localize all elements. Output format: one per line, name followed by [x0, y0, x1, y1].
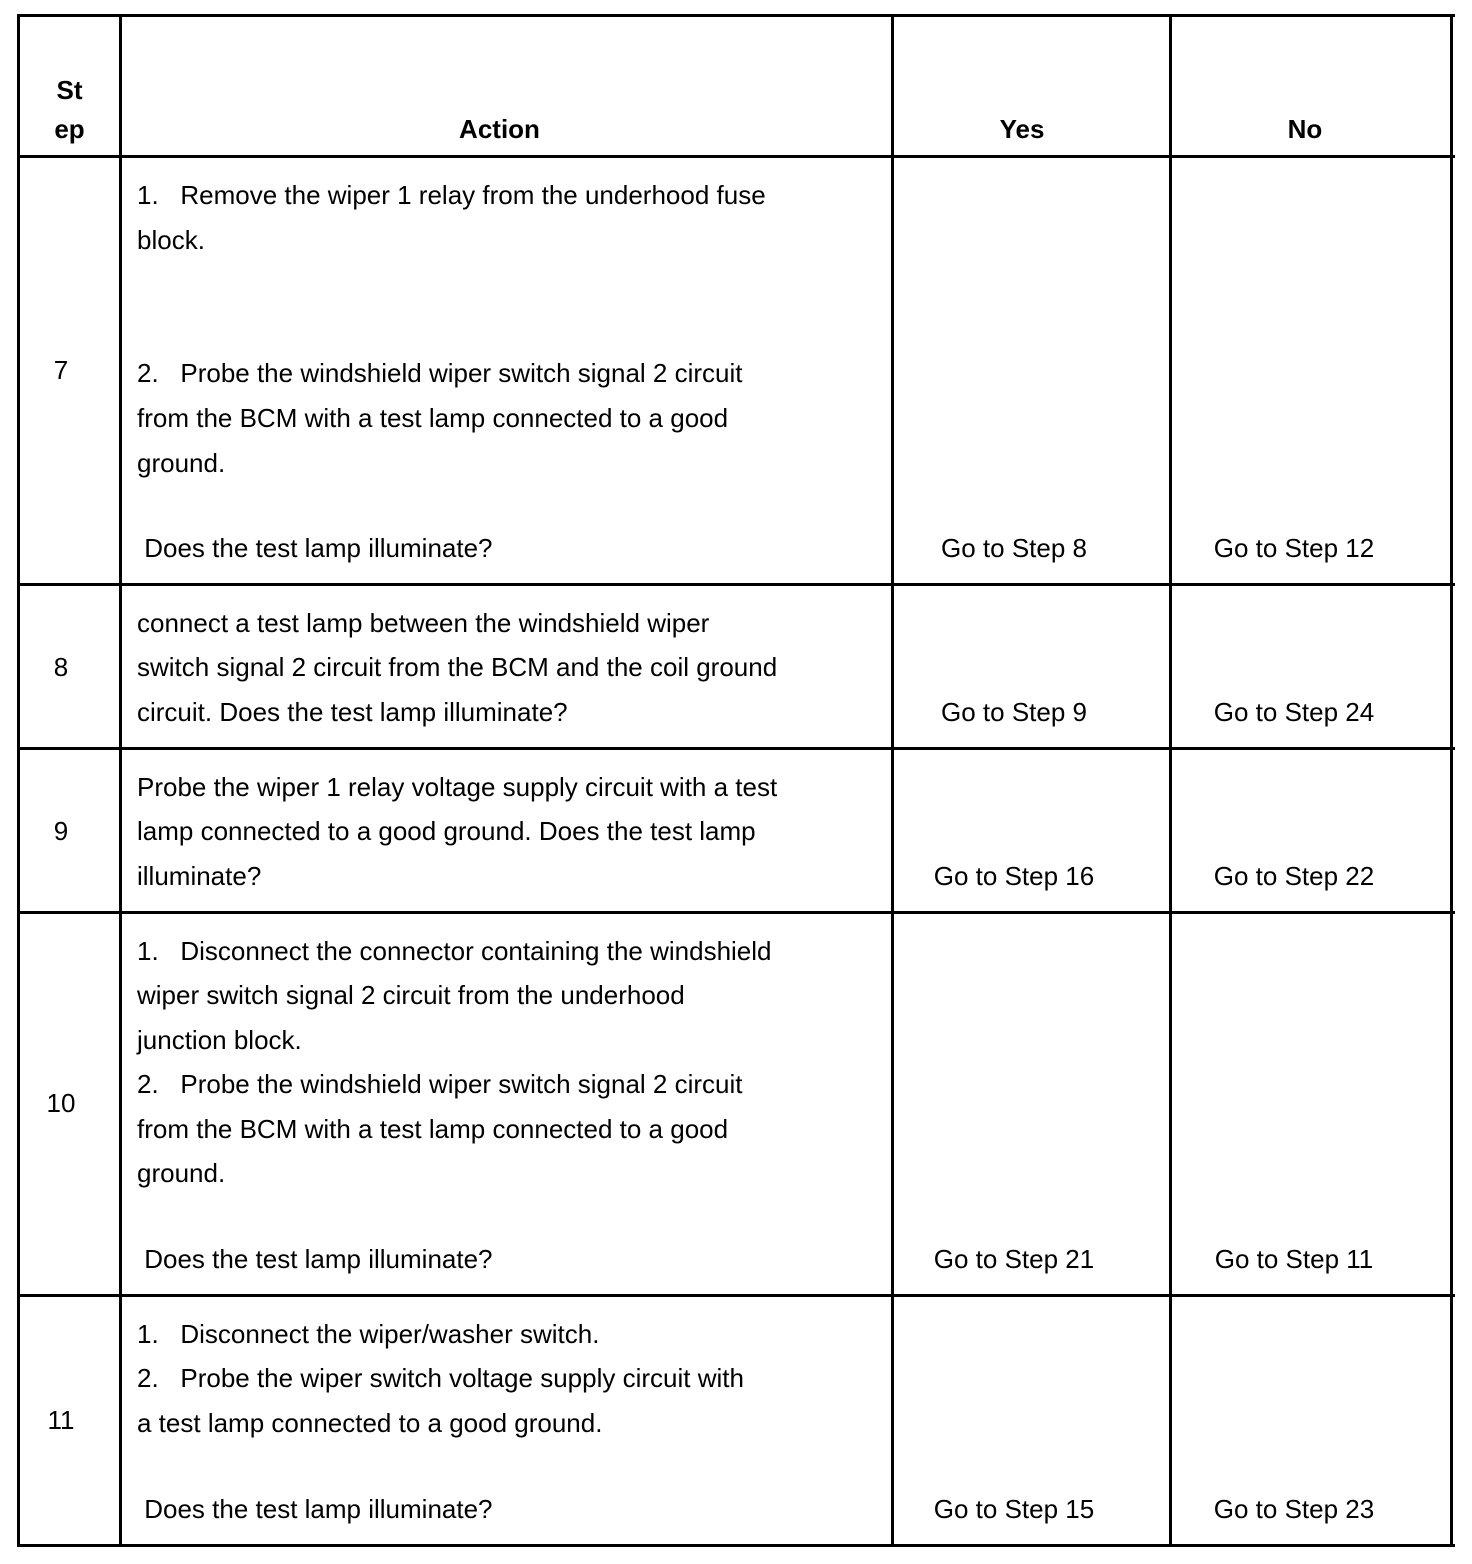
table-rule [17, 911, 1455, 914]
action-text: from the BCM with a test lamp connected to a good [137, 403, 729, 433]
no-cell: Go to Step 22 [1213, 861, 1375, 891]
action-text: 1. Disconnect the wiper/washer switch. [137, 1319, 600, 1349]
action-text: Probe the wiper 1 relay voltage supply circuit with a test [137, 772, 778, 802]
action-text: Does the test lamp illuminate? [137, 533, 493, 563]
action-text: 2. Probe the windshield wiper switch signal 2 circuit [137, 1069, 743, 1099]
table-rule [17, 747, 1455, 750]
table-rule [17, 155, 1455, 158]
step-number: 11 [47, 1405, 75, 1435]
no-cell: Go to Step 11 [1214, 1244, 1374, 1274]
action-text: ground. [137, 448, 226, 478]
table-rule [1169, 14, 1172, 1547]
action-text: Does the test lamp illuminate? [137, 1244, 493, 1274]
no-cell: Go to Step 12 [1213, 533, 1375, 563]
action-text: Does the test lamp illuminate? [137, 1494, 493, 1524]
table-rule [17, 1544, 1455, 1547]
header-no: No [1287, 114, 1323, 144]
table-rule [17, 1294, 1455, 1297]
table-rule [17, 583, 1455, 586]
action-text: block. [137, 225, 205, 255]
action-text: 2. Probe the windshield wiper switch signal 2 circuit [137, 358, 743, 388]
table-rule [17, 14, 20, 1547]
action-text: 1. Remove the wiper 1 relay from the underhood fuse [137, 180, 766, 210]
step-number: 10 [46, 1088, 76, 1118]
action-text: ground. [137, 1158, 226, 1188]
header-step: St [56, 75, 83, 105]
action-text: lamp connected to a good ground. Does the test lamp [137, 816, 756, 846]
yes-cell: Go to Step 9 [941, 697, 1087, 727]
yes-cell: Go to Step 8 [941, 533, 1087, 563]
header-action: Action [459, 114, 540, 144]
no-cell: Go to Step 24 [1213, 697, 1375, 727]
yes-cell: Go to Step 21 [933, 1244, 1095, 1274]
action-text: a test lamp connected to a good ground. [137, 1408, 603, 1438]
action-text: 1. Disconnect the connector containing the windshield [137, 936, 772, 966]
action-text: wiper switch signal 2 circuit from the underhood [137, 980, 685, 1010]
action-text: from the BCM with a test lamp connected to a good [137, 1114, 729, 1144]
no-cell: Go to Step 23 [1213, 1494, 1375, 1524]
step-number: 7 [53, 355, 69, 385]
action-text: circuit. Does the test lamp illuminate? [137, 697, 568, 727]
table-rule [17, 14, 1455, 17]
yes-cell: Go to Step 15 [933, 1494, 1095, 1524]
header-step: ep [54, 114, 85, 144]
table-rule [1450, 14, 1453, 1547]
action-text: connect a test lamp between the windshield wiper [137, 608, 710, 638]
action-text: junction block. [137, 1025, 302, 1055]
action-text: illuminate? [137, 861, 262, 891]
step-number: 9 [53, 816, 69, 846]
step-number: 8 [53, 652, 69, 682]
action-text: 2. Probe the wiper switch voltage supply circuit with [137, 1363, 744, 1393]
table-rule [119, 14, 122, 1547]
table-rule [891, 14, 894, 1547]
yes-cell: Go to Step 16 [933, 861, 1095, 891]
action-text: switch signal 2 circuit from the BCM and the coil ground [137, 652, 778, 682]
header-yes: Yes [999, 114, 1045, 144]
